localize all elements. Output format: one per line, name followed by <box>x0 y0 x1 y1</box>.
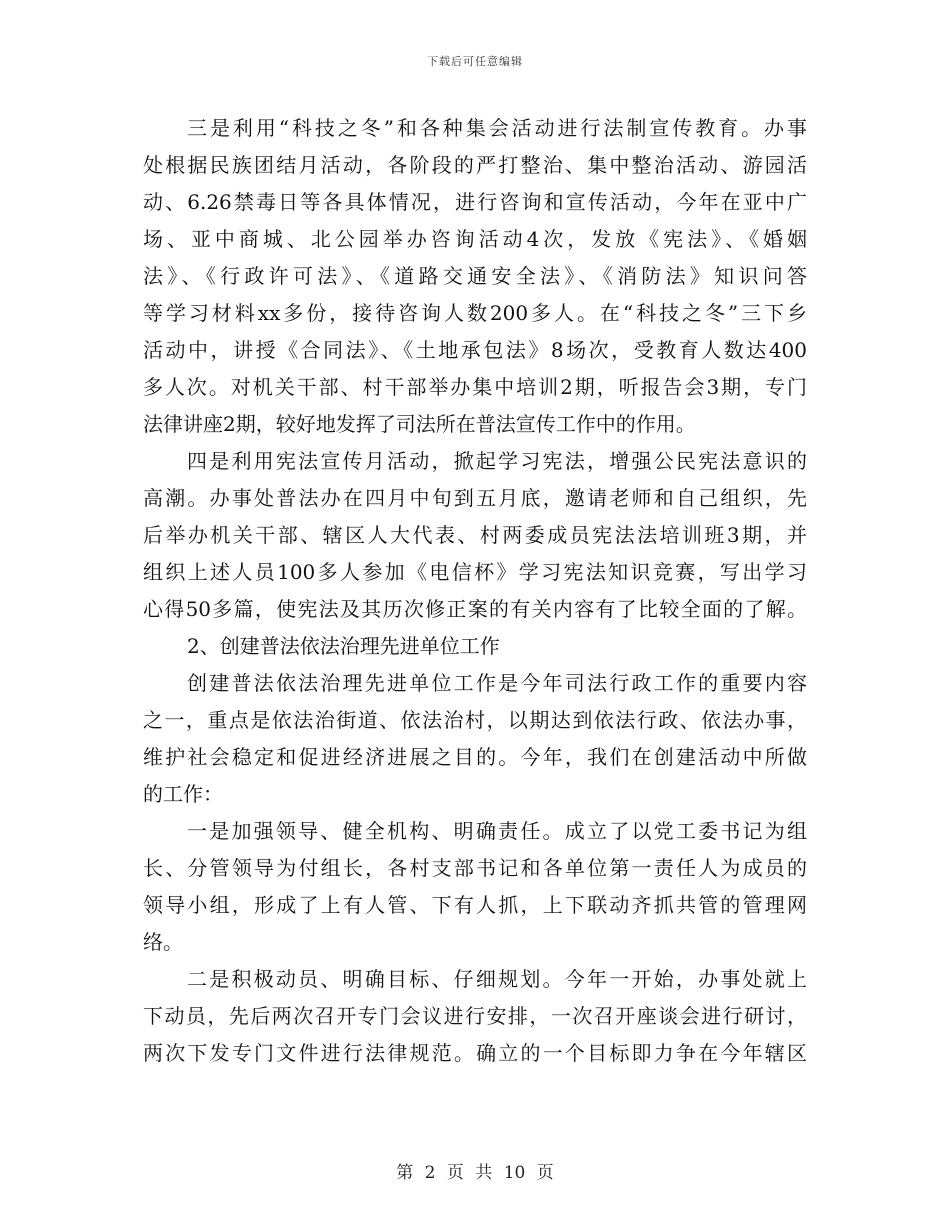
body-line: 法律讲座2期，较好地发挥了司法所在普法宣传工作中的作用。 <box>143 412 696 436</box>
body-line: 二是积极动员、明确目标、仔细规划。今年一开始，办事处就上 <box>187 967 807 991</box>
section-heading: 2、创建普法依法治理先进单位工作 <box>187 634 500 658</box>
body-line: 多人次。对机关干部、村干部举办集中培训2期，听报告会3期，专门 <box>143 375 807 399</box>
body-line: 创建普法依法治理先进单位工作是今年司法行政工作的重要内容 <box>187 671 807 695</box>
body-line: 三是利用“科技之冬”和各种集会活动进行法制宣传教育。办事 <box>187 116 807 140</box>
body-line: 后举办机关干部、辖区人大代表、村两委成员宪法法培训班3期，并 <box>143 523 807 547</box>
body-line: 络。 <box>143 930 183 954</box>
body-line: 心得50多篇，使宪法及其历次修正案的有关内容有了比较全面的了解。 <box>143 597 807 621</box>
body-line: 等学习材料xx多份，接待咨询人数200多人。在“科技之冬”三下乡 <box>143 301 807 325</box>
body-line: 处根据民族团结月活动，各阶段的严打整治、集中整治活动、游园活 <box>143 153 807 177</box>
body-line: 法》、《行政许可法》、《道路交通安全法》、《消防法》知识问答 <box>143 264 807 288</box>
body-line: 维护社会稳定和促进经济进展之目的。今年，我们在创建活动中所做 <box>143 745 807 769</box>
body-line: 下动员，先后两次召开专门会议进行安排，一次召开座谈会进行研讨， <box>143 1004 807 1028</box>
body-line: 长、分管领导为付组长，各村支部书记和各单位第一责任人为成员的 <box>143 856 807 880</box>
body-line: 之一，重点是依法治街道、依法治村，以期达到依法行政、依法办事， <box>143 708 807 732</box>
body-line: 的工作： <box>143 782 223 806</box>
body-line: 高潮。办事处普法办在四月中旬到五月底，邀请老师和自己组织，先 <box>143 486 807 510</box>
body-line: 两次下发专门文件进行法律规范。确立的一个目标即力争在今年辖区 <box>143 1041 807 1065</box>
page-header: 下载后可任意编辑 <box>427 55 523 68</box>
body-line: 组织上述人员100多人参加《电信杯》学习宪法知识竞赛，写出学习 <box>143 560 807 584</box>
body-line: 领导小组，形成了上有人管、下有人抓，上下联动齐抓共管的管理网 <box>143 893 807 917</box>
body-line: 场、亚中商城、北公园举办咨询活动4次，发放《宪法》、《婚姻 <box>143 227 807 251</box>
page-footer: 第 2 页 共 10 页 <box>396 1163 554 1183</box>
body-line: 动、6.26禁毒日等各具体情况，进行咨询和宣传活动，今年在亚中广 <box>143 190 807 214</box>
body-line: 四是利用宪法宣传月活动，掀起学习宪法，增强公民宪法意识的 <box>187 449 807 473</box>
body-line: 一是加强领导、健全机构、明确责任。成立了以党工委书记为组 <box>187 819 807 843</box>
body-line: 活动中，讲授《合同法》、《土地承包法》8场次，受教育人数达400 <box>143 338 807 362</box>
